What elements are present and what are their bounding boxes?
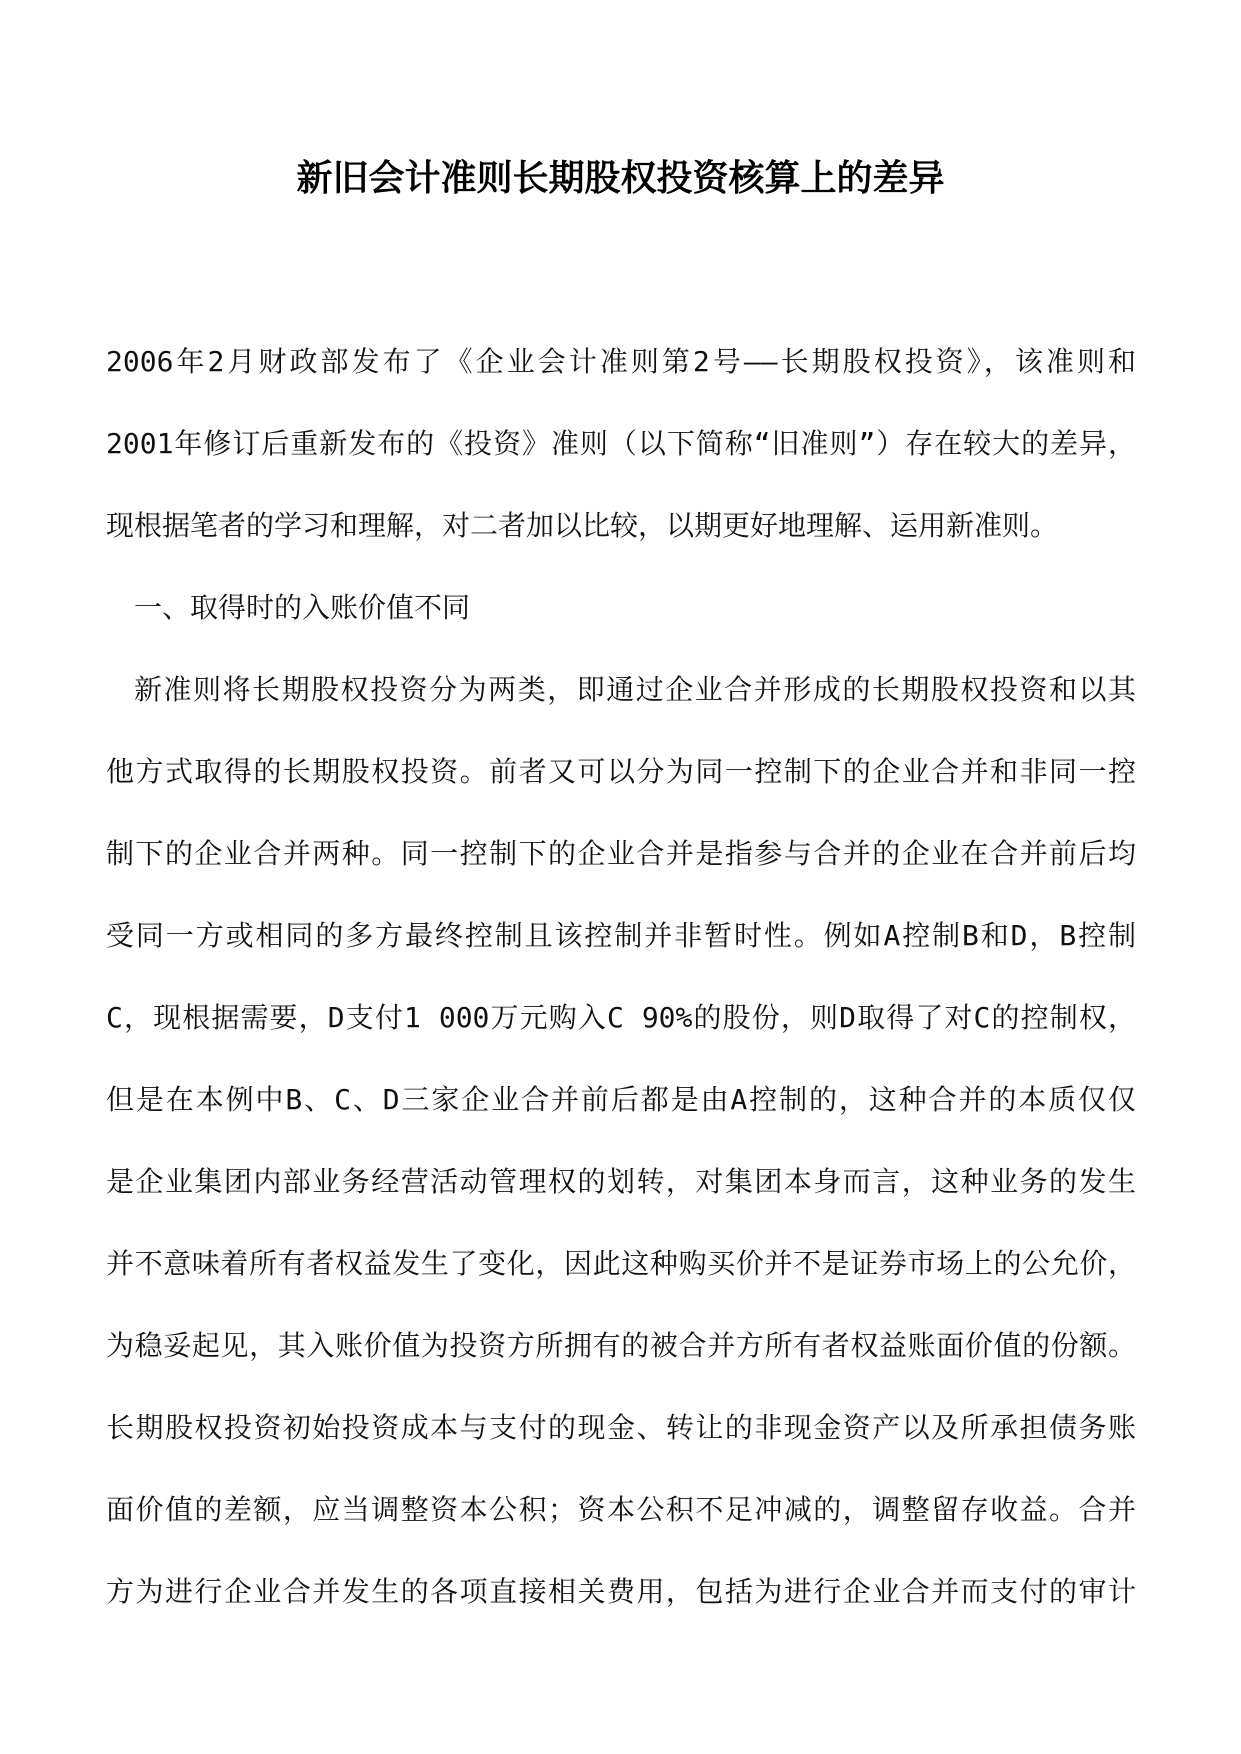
- paragraph-line: 2001年修订后重新发布的《投资》准则（以下简称“旧准则”）存在较大的差异，: [106, 427, 1136, 460]
- document-body: [106, 342, 1136, 1654]
- paragraph-line: 新准则将长期股权投资分为两类，即通过企业合并形成的长期股权投资和以其: [134, 673, 1136, 706]
- paragraph-line: 但是在本例中B、C、D三家企业合并前后都是由A控制的，这种合并的本质仅仅: [106, 1083, 1136, 1116]
- paragraph-line: 受同一方或相同的多方最终控制且该控制并非暂时性。例如A控制B和D，B控制: [106, 919, 1136, 952]
- paragraph-line: C，现根据需要，D支付1 000万元购入C 90%的股份，则D取得了对C的控制权，: [106, 1001, 1136, 1034]
- paragraph-line: 面价值的差额，应当调整资本公积；资本公积不足冲减的，调整留存收益。合并: [106, 1493, 1136, 1526]
- paragraph-line: 现根据笔者的学习和理解，对二者加以比较，以期更好地理解、运用新准则。: [106, 509, 1059, 542]
- section-heading: 一、取得时的入账价值不同: [134, 591, 471, 624]
- document-title: 新旧会计准则长期股权投资核算上的差异: [296, 157, 945, 199]
- paragraph-line: 为稳妥起见，其入账价值为投资方所拥有的被合并方所有者权益账面价值的份额。: [106, 1329, 1136, 1362]
- paragraph-line: 制下的企业合并两种。同一控制下的企业合并是指参与合并的企业在合并前后均: [106, 837, 1136, 870]
- paragraph-line: 他方式取得的长期股权投资。前者又可以分为同一控制下的企业合并和非同一控: [106, 755, 1136, 788]
- paragraph-line: 长期股权投资初始投资成本与支付的现金、转让的非现金资产以及所承担债务账: [106, 1411, 1136, 1444]
- paragraph-line: 是企业集团内部业务经营活动管理权的划转，对集团本身而言，这种业务的发生: [106, 1165, 1136, 1198]
- paragraph-line: 方为进行企业合并发生的各项直接相关费用，包括为进行企业合并而支付的审计: [106, 1575, 1136, 1608]
- paragraph-line: 2006年2月财政部发布了《企业会计准则第2号——长期股权投资》，该准则和: [106, 345, 1136, 378]
- paragraph-line: 并不意味着所有者权益发生了变化，因此这种购买价并不是证券市场上的公允价，: [106, 1247, 1136, 1280]
